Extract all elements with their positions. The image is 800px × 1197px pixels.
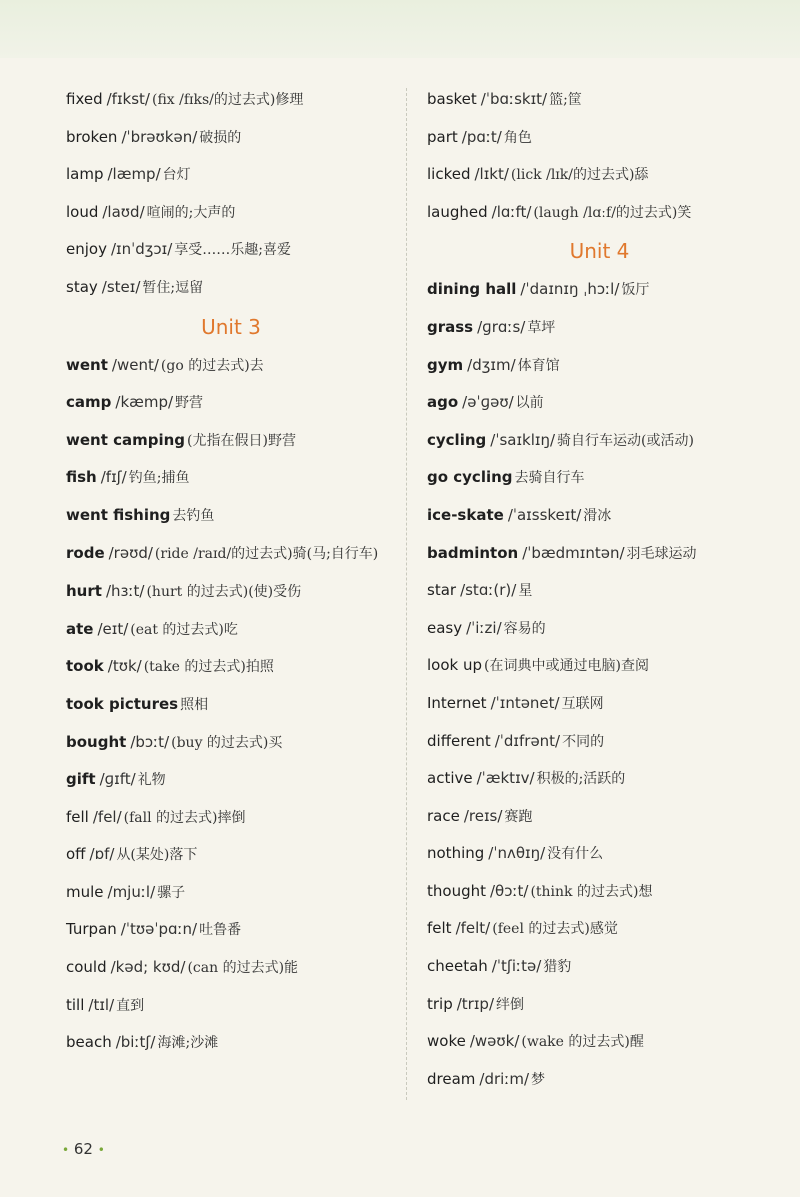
vocab-entry <box>66 836 396 874</box>
vocab-entry <box>427 459 772 497</box>
vocab-definition: (fix /fɪks/的过去式)修理 <box>151 92 304 108</box>
vocab-word: nothing <box>427 844 485 863</box>
vocab-phonetic: /ˈaɪsskeɪt/ <box>507 505 582 524</box>
vocab-definition: (fall 的过去式)摔倒 <box>123 809 246 826</box>
vocab-phonetic: /trɪp/ <box>456 994 495 1013</box>
vocab-definition: 以前 <box>515 395 544 412</box>
vocab-word: till <box>66 995 85 1014</box>
vocab-definition: (can 的过去式)能 <box>187 960 299 977</box>
vocab-entry <box>427 647 772 685</box>
vocab-phonetic: /hɜːt/ <box>105 582 145 601</box>
vocab-word: basket <box>427 90 477 108</box>
vocab-entry <box>66 384 396 422</box>
vocab-entry <box>66 911 396 949</box>
vocab-word: beach <box>66 1033 112 1052</box>
vocab-word: dining hall <box>427 280 517 299</box>
vocab-definition: 猎豹 <box>543 959 572 976</box>
vocab-entry <box>66 459 396 497</box>
vocab-entry <box>66 81 396 119</box>
vocab-word: different <box>427 731 491 750</box>
vocab-phonetic: /driːm/ <box>479 1069 530 1088</box>
vocab-entry <box>66 648 396 686</box>
vocab-phonetic: /dʒɪm/ <box>467 355 516 374</box>
vocab-entry <box>427 497 772 535</box>
vocab-entry <box>427 309 772 347</box>
vocab-phonetic: /læmp/ <box>107 165 161 184</box>
vocab-entry <box>66 119 396 157</box>
unit-heading: Unit 4 <box>569 239 630 264</box>
vocab-word: felt <box>427 919 452 938</box>
vocab-phonetic: /lɑːft/ <box>491 202 532 221</box>
vocab-definition: 饭厅 <box>621 282 650 299</box>
vocab-phonetic: /tɪl/ <box>88 995 115 1014</box>
vocab-definition: (buy 的过去式)买 <box>171 734 283 751</box>
vocab-definition: (wake 的过去式)醒 <box>521 1034 644 1051</box>
vocab-definition: 海滩;沙滩 <box>157 1035 219 1052</box>
vocab-word: fell <box>66 807 89 826</box>
vocab-entry <box>427 835 772 873</box>
vocab-definition: 没有什么 <box>547 846 604 863</box>
vocab-word: ice-skate <box>427 505 504 524</box>
vocab-entry <box>427 1061 772 1099</box>
vocab-definition: 容易的 <box>503 620 546 637</box>
vocab-word: part <box>427 127 458 146</box>
vocab-definition: (hurt 的过去式)(使)受伤 <box>146 584 302 601</box>
vocab-entry <box>66 874 396 912</box>
vocab-entry <box>427 384 772 422</box>
vocab-word: went camping <box>66 430 186 449</box>
vocab-word: trip <box>427 994 453 1013</box>
vocab-phonetic: /went/ <box>111 355 159 374</box>
vocab-entry <box>66 949 396 987</box>
vocab-phonetic: /wəʊk/ <box>469 1032 520 1051</box>
vocab-word: race <box>427 806 460 825</box>
vocab-phonetic: /ˈtʃiːtə/ <box>491 957 542 976</box>
page-number-text: 62 <box>73 1140 93 1158</box>
vocab-phonetic: /ˈɪntənet/ <box>490 693 560 712</box>
vocab-entry <box>427 723 772 761</box>
unit-heading: Unit 3 <box>201 314 261 339</box>
vocab-definition: 钓鱼;捕鱼 <box>128 470 190 487</box>
vocab-phonetic: /lɪkt/ <box>474 165 509 184</box>
vocab-phonetic: /θɔːt/ <box>489 881 529 900</box>
vocab-definition: 梦 <box>531 1071 546 1088</box>
vocab-phonetic: /steɪ/ <box>101 277 141 296</box>
vocab-word: hurt <box>66 582 102 601</box>
vocab-definition: 篮;筐 <box>549 92 582 108</box>
vocab-entry <box>66 535 396 574</box>
vocab-definition: 从(某处)落下 <box>116 847 198 864</box>
vocab-entry <box>427 271 772 309</box>
vocab-entry <box>427 760 772 798</box>
vocab-phonetic: /mjuːl/ <box>107 882 156 901</box>
vocab-word: lamp <box>66 165 104 184</box>
vocab-word: took <box>66 657 104 676</box>
vocab-entry <box>427 873 772 911</box>
vocab-entry <box>66 1024 396 1062</box>
page-top-band <box>0 0 800 58</box>
vocab-definition: 野营 <box>175 395 204 412</box>
vocab-word: broken <box>66 127 118 146</box>
vocab-definition: (尤指在假日)野营 <box>187 432 296 449</box>
vocab-definition: 积极的;活跃的 <box>536 771 626 788</box>
vocab-phonetic: /ɪnˈdʒɔɪ/ <box>110 240 173 259</box>
vocab-word: fixed <box>66 90 103 108</box>
vocab-word: gift <box>66 770 96 789</box>
vocab-word: Internet <box>427 693 487 712</box>
vocab-definition: 台灯 <box>162 167 191 184</box>
vocab-entry <box>427 347 772 385</box>
vocab-entry <box>427 572 772 610</box>
left-column <box>66 81 396 1062</box>
vocab-phonetic: /ˈiːzi/ <box>466 618 502 637</box>
vocab-definition: 破损的 <box>199 129 242 146</box>
vocab-entry <box>66 724 396 762</box>
vocab-word: Turpan <box>66 920 117 939</box>
vocab-definition: 赛跑 <box>504 808 533 825</box>
vocab-phonetic: /ˈtʊəˈpɑːn/ <box>120 920 198 939</box>
vocab-word: stay <box>66 277 98 296</box>
vocab-entry <box>66 231 396 269</box>
vocab-entry <box>427 156 772 194</box>
vocab-entry <box>427 685 772 723</box>
vocab-word: bought <box>66 732 127 751</box>
column-divider <box>406 88 407 1100</box>
vocab-definition: (go 的过去式)去 <box>160 357 264 374</box>
vocab-word: grass <box>427 317 474 336</box>
vocab-phonetic: /ˈbædmɪntən/ <box>522 543 625 562</box>
vocab-definition: 互联网 <box>561 695 604 712</box>
vocab-phonetic: /fɪʃ/ <box>100 468 127 487</box>
vocab-entry <box>66 611 396 649</box>
vocab-entry <box>427 986 772 1024</box>
vocab-definition: (eat 的过去式)吃 <box>130 621 238 638</box>
vocab-definition: 骑自行车运动(或活动) <box>557 432 694 449</box>
vocab-word: off <box>66 845 86 864</box>
vocab-word: woke <box>427 1032 466 1051</box>
dot-icon: • <box>62 1143 70 1157</box>
vocab-definition: 暂住;逗留 <box>142 279 204 296</box>
vocab-entry <box>427 610 772 648</box>
vocab-entry <box>427 535 772 573</box>
vocab-word: went fishing <box>66 505 171 524</box>
vocab-entry <box>427 1023 772 1061</box>
vocab-word: loud <box>66 202 99 221</box>
vocab-entry <box>66 194 396 232</box>
vocab-word: camp <box>66 393 112 412</box>
vocab-definition: (lick /lɪk/的过去式)舔 <box>510 167 649 184</box>
vocab-word: could <box>66 958 107 977</box>
vocab-word: star <box>427 581 457 600</box>
vocab-entry <box>66 422 396 460</box>
vocab-entry <box>66 987 396 1025</box>
vocab-word: enjoy <box>66 240 107 259</box>
vocab-word: went <box>66 355 108 374</box>
vocab-phonetic: /kəd; kʊd/ <box>110 958 186 977</box>
vocab-definition: 滑冰 <box>583 507 612 524</box>
vocab-definition: 草坪 <box>527 319 556 336</box>
vocab-entry <box>427 81 772 119</box>
vocab-entry <box>66 497 396 535</box>
vocab-word: cheetah <box>427 957 488 976</box>
vocab-definition: (take 的过去式)拍照 <box>143 659 274 676</box>
vocab-definition: 体育馆 <box>517 357 560 374</box>
vocab-entry <box>66 156 396 194</box>
vocab-word: dream <box>427 1069 476 1088</box>
vocab-word: rode <box>66 543 105 562</box>
vocab-phonetic: /ɒf/ <box>89 845 115 864</box>
vocab-definition: 喧闹的;大声的 <box>146 204 236 221</box>
vocab-phonetic: /əˈɡəʊ/ <box>462 393 514 412</box>
vocab-entry <box>427 119 772 157</box>
vocab-word: active <box>427 769 473 788</box>
vocab-definition: (laugh /lɑːf/的过去式)笑 <box>533 204 692 221</box>
vocab-definition: 享受……乐趣;喜爱 <box>174 242 291 259</box>
vocab-definition: 吐鲁番 <box>199 922 242 939</box>
vocab-phonetic: /biːtʃ/ <box>115 1033 156 1052</box>
vocab-word: ago <box>427 393 459 412</box>
vocab-definition: 骡子 <box>157 884 186 901</box>
vocab-phonetic: /reɪs/ <box>463 806 503 825</box>
dot-icon: • <box>97 1143 105 1157</box>
vocab-definition: 照相 <box>180 696 209 713</box>
vocab-word: licked <box>427 165 471 184</box>
vocab-word: badminton <box>427 543 519 562</box>
vocab-phonetic: /tʊk/ <box>107 657 142 676</box>
vocab-definition: 角色 <box>503 129 532 146</box>
vocab-word: mule <box>66 882 104 901</box>
vocab-definition: 羽毛球运动 <box>626 545 697 562</box>
vocab-phonetic: /eɪt/ <box>97 619 129 638</box>
vocab-entry <box>66 686 396 724</box>
vocab-phonetic: /kæmp/ <box>115 393 174 412</box>
vocab-phonetic: /ˈdɪfrənt/ <box>494 731 561 750</box>
vocab-phonetic: /rəʊd/ <box>108 543 153 562</box>
vocab-definition: 去钓鱼 <box>172 507 215 524</box>
vocab-entry <box>66 269 396 307</box>
vocab-definition: (ride /raɪd/的过去式)骑(马;自行车) <box>154 545 379 562</box>
vocab-word: laughed <box>427 202 488 221</box>
vocab-word: cycling <box>427 430 487 449</box>
vocab-phonetic: /felt/ <box>455 919 491 938</box>
vocab-definition: 礼物 <box>137 772 166 789</box>
vocab-word: look up <box>427 656 483 675</box>
vocab-definition: (think 的过去式)想 <box>530 883 653 900</box>
page-number <box>62 1140 105 1158</box>
vocab-word: easy <box>427 618 463 637</box>
vocab-phonetic: /ˈbrəʊkən/ <box>121 127 198 146</box>
vocab-definition: (在词典中或通过电脑)查阅 <box>484 658 649 675</box>
vocab-entry <box>66 573 396 611</box>
vocab-word: fish <box>66 468 97 487</box>
vocab-word: gym <box>427 355 464 374</box>
vocab-word: took pictures <box>66 694 179 713</box>
vocab-word: thought <box>427 881 486 900</box>
vocab-entry <box>427 948 772 986</box>
vocab-phonetic: /ˈnʌθɪŋ/ <box>488 844 546 863</box>
vocab-phonetic: /laʊd/ <box>102 202 145 221</box>
vocab-phonetic: /ˈsaɪklɪŋ/ <box>490 430 556 449</box>
vocab-definition: 去骑自行车 <box>514 470 585 487</box>
vocab-definition: 星 <box>518 583 533 600</box>
vocab-entry <box>427 422 772 460</box>
vocab-definition: 绊倒 <box>496 996 525 1013</box>
vocab-phonetic: /stɑː(r)/ <box>460 581 517 600</box>
vocab-phonetic: /ˈbɑːskɪt/ <box>480 90 548 108</box>
vocab-definition: 直到 <box>116 997 145 1014</box>
vocab-phonetic: /ɡrɑːs/ <box>477 317 526 336</box>
vocab-phonetic: /fel/ <box>92 807 122 826</box>
vocab-word: ate <box>66 619 94 638</box>
vocab-phonetic: /fɪkst/ <box>106 90 150 108</box>
vocab-entry <box>427 798 772 836</box>
right-column <box>427 81 772 1098</box>
vocab-phonetic: /bɔːt/ <box>130 732 170 751</box>
vocab-definition: (feel 的过去式)感觉 <box>492 921 618 938</box>
vocab-entry <box>427 194 772 232</box>
vocab-phonetic: /pɑːt/ <box>461 127 502 146</box>
vocab-definition: 不同的 <box>562 733 605 750</box>
vocab-entry <box>427 910 772 948</box>
vocab-entry <box>66 799 396 837</box>
vocab-word: go cycling <box>427 468 513 487</box>
vocab-phonetic: /ˈdaɪnɪŋ ˌhɔːl/ <box>520 280 620 299</box>
vocab-phonetic: /ˈæktɪv/ <box>476 769 535 788</box>
vocab-entry <box>66 761 396 799</box>
vocab-phonetic: /ɡɪft/ <box>99 770 136 789</box>
vocab-entry <box>66 347 396 385</box>
